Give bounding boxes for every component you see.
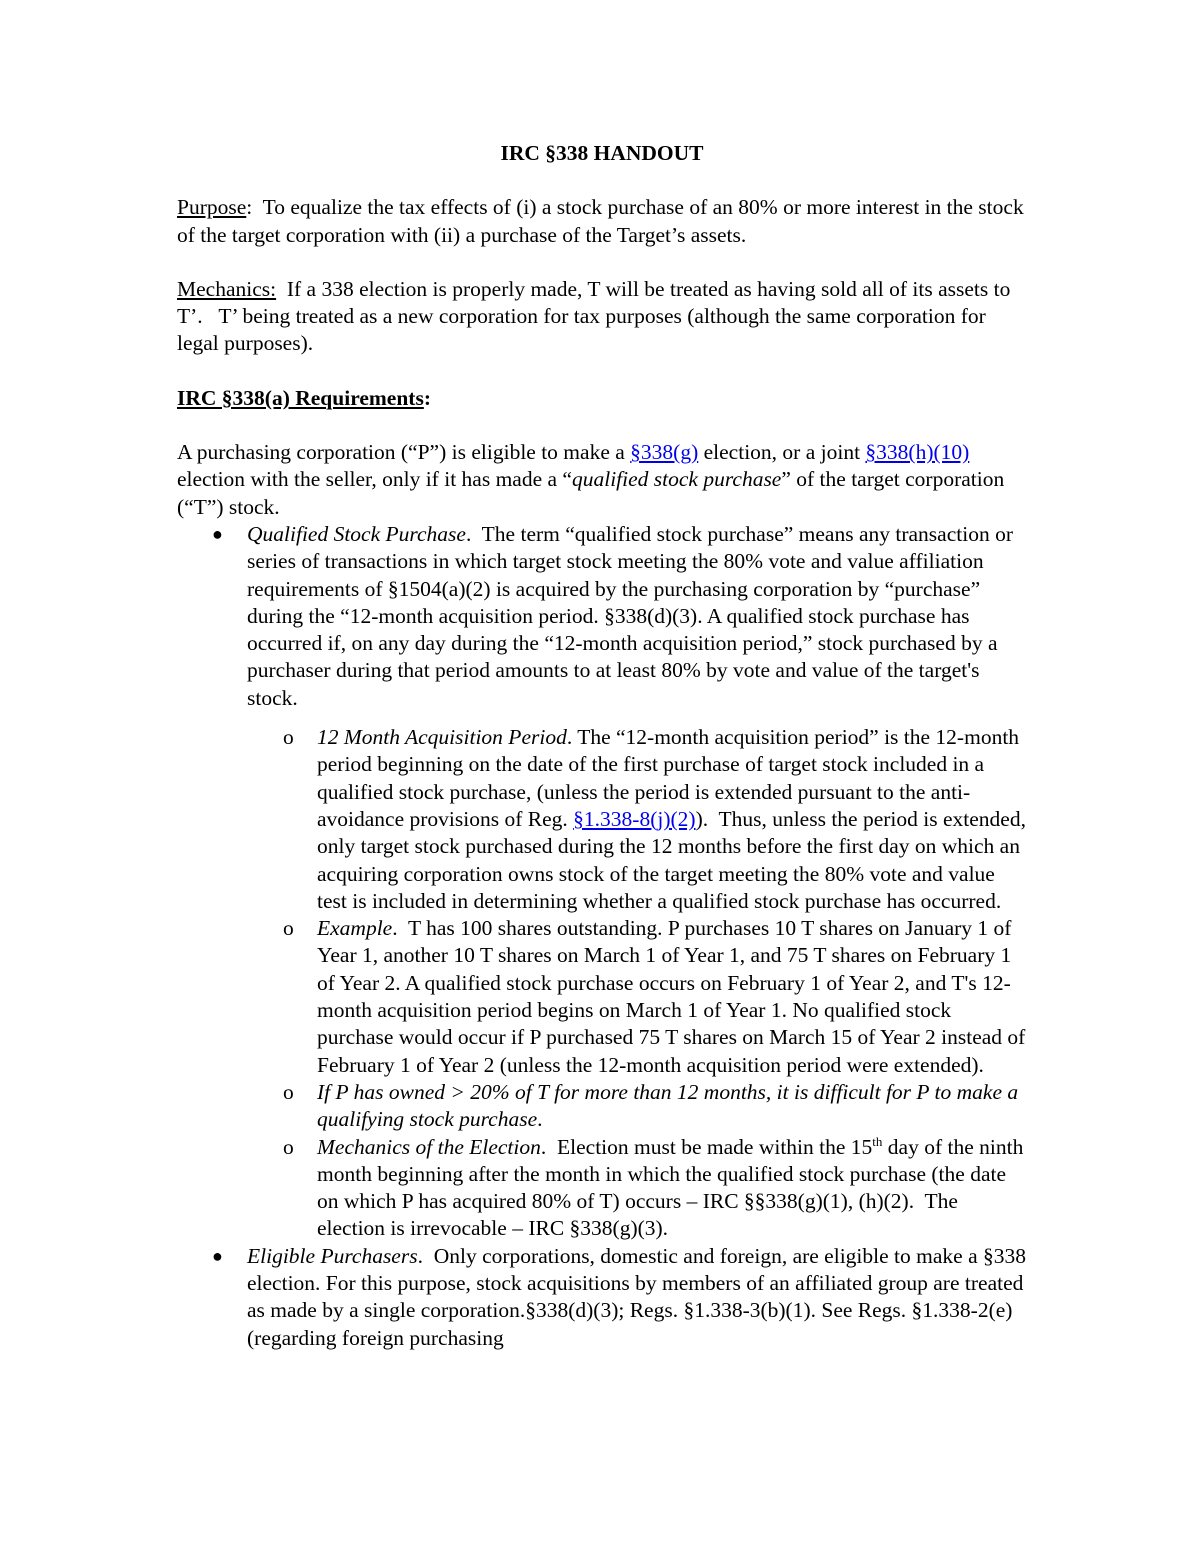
intro-text-1: A purchasing corporation (“P”) is eligible to make a xyxy=(177,440,631,465)
requirements-heading-label: IRC §338(a) Requirements xyxy=(177,385,424,410)
purpose-label: Purpose xyxy=(177,195,247,220)
link-reg-1-338-8[interactable]: §1.338-8(j)(2) xyxy=(573,806,696,831)
acq-period-lead: 12 Month Acquisition Period xyxy=(317,725,567,750)
owned-warning-text: If P has owned > 20% of T for more than 12 months, it is difficult for P to make a qualifying stock purchase xyxy=(317,1079,1019,1132)
election-sup: th xyxy=(872,1133,883,1149)
example-text: . T has 100 shares outstanding. P purchases 10 T shares on January 1 of Year 1, another 10 T shares on March 1 of Year 1, and 75 T shares on February 1 of Year 2. A qualified stock purchase occurs on February 1 of Year 2, and T's 12-month acquisition period begins on March 1 of Year 1. No qualified stock purchase would occur if P purchased 75 T shares on March 15 of Year 2 instead of February 1 of Year 2 (unless the 12-month acquisition period were extended). xyxy=(317,916,1031,1077)
eligible-text: . Only corporations, domestic and foreign, are eligible to make a §338 election. For this purpose, stock acquisitions by members of an affiliated group are treated as made by a single corporation.§338(d)(3); Regs. §1.338-3(b)(1). See Regs. §1.338-2(e) (regarding foreign purchasing xyxy=(247,1243,1032,1350)
sub-bullet-icon: o xyxy=(283,1134,294,1159)
list-item-eligible-purchasers xyxy=(177,1243,1032,1352)
list-item-acquisition-period xyxy=(247,724,1032,915)
list-item-qualified-stock-purchase xyxy=(177,521,1032,1243)
purpose-colon: : xyxy=(246,195,253,220)
sub-bullet-icon: o xyxy=(283,1079,294,1104)
requirements-list xyxy=(177,521,1032,1352)
page-title: IRC §338 HANDOUT xyxy=(500,141,704,165)
document-body xyxy=(177,140,1032,1352)
election-text-2: day of the ninth month beginning after the month in which the qualified stock purchase (the date on which P has acquired 80% of T) occurs – IRC §§338(g)(1), (h)(2). The election is irrevocable – IRC §338(g)(3). xyxy=(317,1134,1029,1241)
purpose-text: To equalize the tax effects of (i) a stock purchase of an 80% or more interest in the stock of the target corporation with (ii) a purchase of the Target’s assets. xyxy=(177,195,1030,247)
intro-text-4: ” of the target corporation (“T”) stock. xyxy=(177,467,1005,519)
link-338g[interactable]: §338(g) xyxy=(630,440,699,465)
election-text-1: . Election must be made within the 15 xyxy=(540,1134,873,1159)
sub-bullet-icon: o xyxy=(283,725,294,750)
list-item-election-mechanics xyxy=(247,1134,1027,1243)
sub-bullet-icon: o xyxy=(283,916,294,941)
mechanics-text: If a 338 election is properly made, T will be treated as having sold all of its assets to T’. T’ being treated as a new corporation for tax purposes (although the same corporation for legal purposes). xyxy=(177,276,1016,356)
example-lead: Example xyxy=(317,916,393,941)
owned-warning-end: . xyxy=(537,1107,543,1132)
qsp-text: . The term “qualified stock purchase” means any transaction or series of transactions in which target stock meeting the 80% vote and value affiliation requirements of §1504(a)(2) is acquired by the purchasing corporation by “purchase” during the “12-month acquisition period. §338(d)(3). A qualified stock purchase has occurred if, on any day during the “12-month acquisition period,” stock purchased by a purchaser during that period amounts to at least 80% by vote and value of the target's stock. xyxy=(247,521,1019,710)
requirements-heading xyxy=(177,385,1027,412)
qsp-lead: Qualified Stock Purchase xyxy=(247,521,466,546)
acq-period-text-2: ). Thus, unless the period is extended, only target stock purchased during the 12 months before the first day on which an acquiring corporation owns stock of the target meeting the 80% vote and value test is included in determining whether a qualified stock purchase has occurred. xyxy=(317,806,1032,913)
bullet-icon: ● xyxy=(212,1245,223,1266)
qsp-sub-list xyxy=(247,724,1032,1243)
link-338h10[interactable]: §338(h)(10) xyxy=(865,440,970,465)
intro-paragraph xyxy=(177,439,1027,521)
intro-emphasis: qualified stock purchase xyxy=(571,467,782,492)
mechanics-label: Mechanics: xyxy=(177,276,277,301)
eligible-lead: Eligible Purchasers xyxy=(247,1243,418,1268)
acq-period-text-1: . The “12-month acquisition period” is the 12-month period beginning on the date of the first purchase of target stock included in a qualified stock purchase, (unless the period is extended pursuant to the anti-avoidance provisions of Reg. xyxy=(317,725,1020,831)
election-lead: Mechanics of the Election xyxy=(317,1134,541,1159)
requirements-heading-colon: : xyxy=(423,385,432,410)
mechanics-paragraph xyxy=(177,276,1027,358)
intro-text-2: election, or a joint xyxy=(698,440,866,465)
bullet-icon: ● xyxy=(212,523,223,544)
list-item-owned-warning xyxy=(247,1079,1027,1134)
intro-text-3: election with the seller, only if it has made a “ xyxy=(177,467,572,492)
purpose-paragraph xyxy=(177,194,1030,249)
list-item-example xyxy=(247,915,1031,1079)
